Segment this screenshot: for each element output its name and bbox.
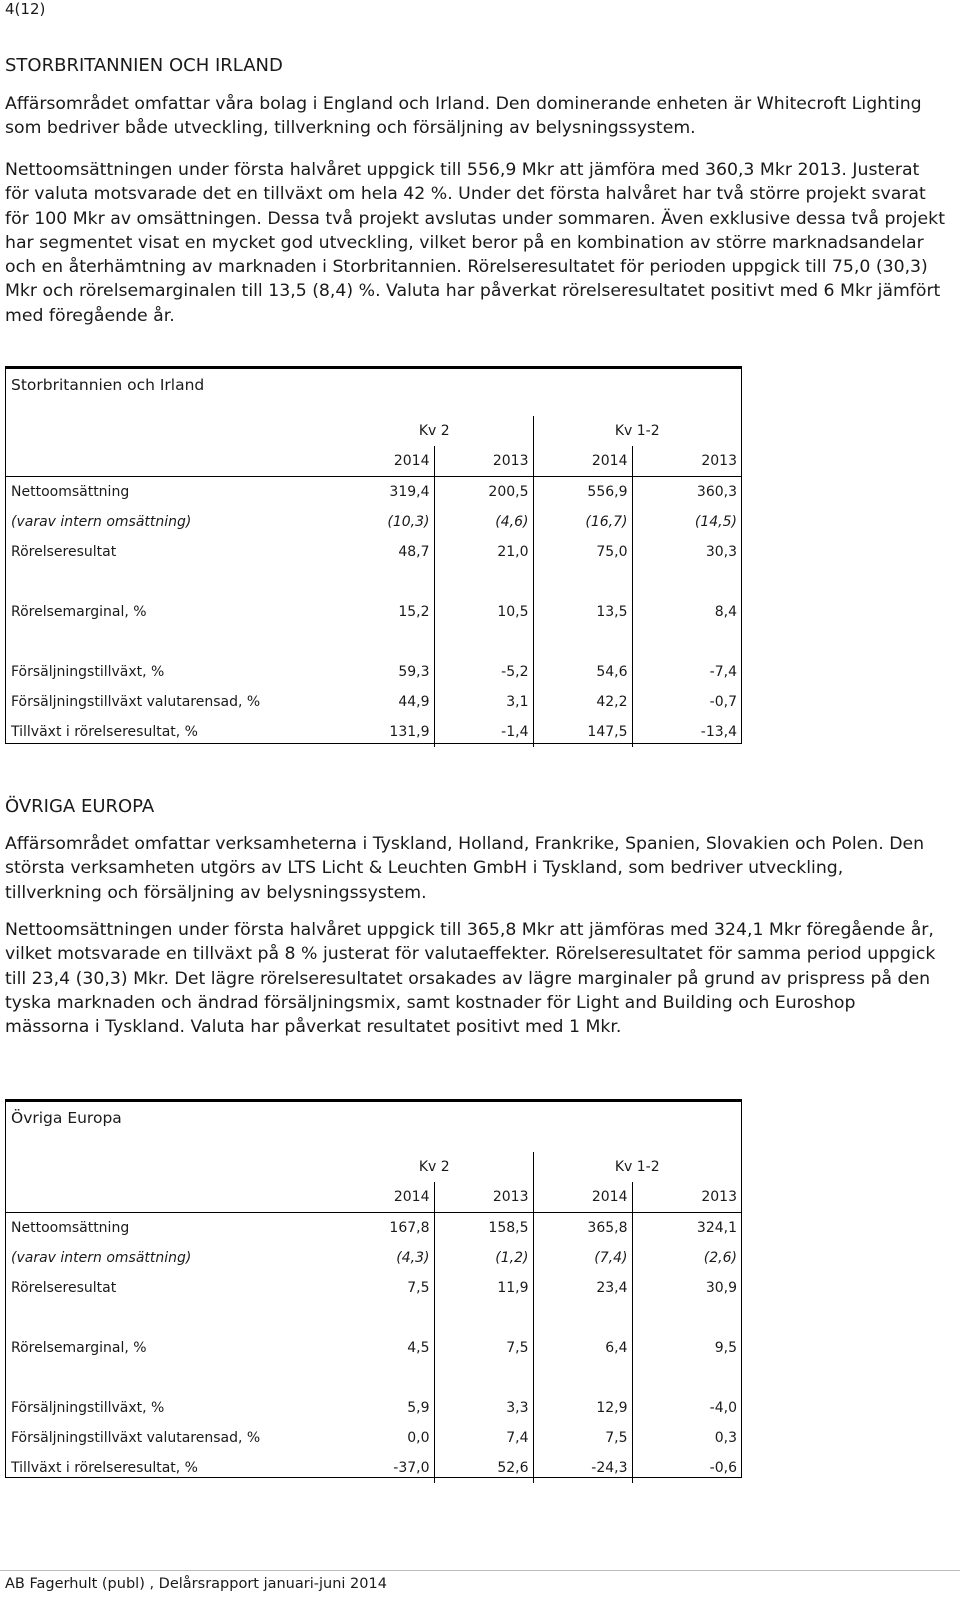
- table-spacer-row: [6, 567, 741, 597]
- table-row: [6, 1243, 741, 1273]
- cell: 54,6: [533, 657, 632, 687]
- group-kv2: Kv 2: [418, 423, 450, 439]
- page-footer: AB Fagerhult (publ) , Delårsrapport januari-juni 2014: [5, 1576, 387, 1592]
- cell: 13,5: [533, 597, 632, 627]
- table-row: [6, 717, 741, 747]
- cell: 0,3: [632, 1423, 741, 1453]
- cell: 11,9: [434, 1273, 533, 1303]
- row-label: (varav intern omsättning): [11, 1250, 192, 1266]
- cell: 3,1: [434, 687, 533, 717]
- cell: 44,9: [398, 694, 430, 710]
- table-row: [6, 657, 741, 687]
- cell: -13,4: [632, 717, 741, 747]
- cell: (4,3): [396, 1250, 430, 1266]
- cell: 59,3: [398, 664, 430, 680]
- row-label: Rörelseresultat: [11, 544, 117, 560]
- page-number: 4(12): [5, 0, 46, 18]
- row-label: Försäljningstillväxt, %: [11, 1400, 165, 1416]
- table-row: [6, 597, 741, 627]
- cell: 0,0: [407, 1430, 430, 1446]
- cell: -37,0: [393, 1460, 430, 1476]
- table-other-europe: [5, 1100, 742, 1478]
- cell: (2,6): [632, 1243, 741, 1273]
- cell: 360,3: [632, 477, 741, 508]
- table-year-header-row: [6, 446, 741, 477]
- year-header: 2014: [336, 446, 434, 477]
- table-row: [6, 687, 741, 717]
- cell: -4,0: [632, 1393, 741, 1423]
- cell: 5,9: [407, 1400, 430, 1416]
- cell: 21,0: [434, 537, 533, 567]
- cell: -5,2: [434, 657, 533, 687]
- row-label: Försäljningstillväxt valutarensad, %: [11, 694, 261, 710]
- table-spacer-row: [6, 1363, 741, 1393]
- table-row: [6, 1453, 741, 1483]
- table-row: [6, 1273, 741, 1303]
- table-grid: [6, 1152, 741, 1483]
- cell: 15,2: [398, 604, 430, 620]
- year-header: 2013: [632, 1182, 741, 1213]
- cell: 6,4: [533, 1333, 632, 1363]
- year-header: 2013: [434, 446, 533, 477]
- group-kv2: Kv 2: [418, 1159, 450, 1175]
- cell: 52,6: [434, 1453, 533, 1483]
- table-row: [6, 1333, 741, 1363]
- cell: (10,3): [387, 514, 430, 530]
- row-label: Försäljningstillväxt valutarensad, %: [11, 1430, 261, 1446]
- row-label: Försäljningstillväxt, %: [11, 664, 165, 680]
- group-kv1-2: Kv 1-2: [533, 1152, 741, 1182]
- row-label: Tillväxt i rörelseresultat, %: [11, 724, 198, 740]
- year-header: 2013: [434, 1182, 533, 1213]
- table-title: Övriga Europa: [11, 1109, 122, 1127]
- section2-paragraph-2: Nettoomsättningen under första halvåret uppgick till 365,8 Mkr att jämföras med 324,1 Mkr föregående år, vilket motsvarade en tillväxt på 8 % justerat för valutaeffekter. Rörelseresultatet för samma period uppgick till 23,4 (30,3) Mkr. Det lägre rörelseresultatet orsakades av lägre marginaler på grund av prispress på den tyska marknaden och ändrad försäljningsmix, samt kostnader för Light and Building och Euroshop mässorna i Tyskland. Valuta har påverkat resultatet positivt med 1 Mkr.: [5, 920, 936, 1038]
- cell: 131,9: [389, 724, 430, 740]
- section1-paragraph-2: Nettoomsättningen under första halvåret uppgick till 556,9 Mkr att jämföra med 360,3 Mkr 2013. Justerat för valuta motsvarade det en tillväxt om hela 42 %. Under det första halvåret har två större projekt svarat för 100 Mkr av omsättningen. Dessa två projekt avslutas under sommaren. Även exklusive dessa två projekt har segmentet visat en mycket god utveckling, vilket beror på en kombination av större marknadsandelar och en återhämtning av marknaden i Storbritannien. Rörelseresultatet för perioden uppgick till 75,0 (30,3) Mkr och rörelsemarginalen till 13,5 (8,4) %. Valuta har påverkat rörelseresultatet positivt med 6 Mkr jämfört med föregående år.: [5, 160, 945, 326]
- row-label: (varav intern omsättning): [11, 514, 192, 530]
- row-label: Tillväxt i rörelseresultat, %: [11, 1460, 198, 1476]
- row-label: Rörelsemarginal, %: [11, 1340, 147, 1356]
- table-row: [6, 537, 741, 567]
- year-header: 2014: [533, 446, 632, 477]
- table-row: [6, 507, 741, 537]
- cell: (1,2): [434, 1243, 533, 1273]
- year-header: 2013: [632, 446, 741, 477]
- cell: (4,6): [434, 507, 533, 537]
- row-label: Rörelseresultat: [11, 1280, 117, 1296]
- cell: 324,1: [632, 1213, 741, 1244]
- table-grid: [6, 416, 741, 747]
- cell: 42,2: [533, 687, 632, 717]
- cell: 4,5: [407, 1340, 430, 1356]
- cell: -7,4: [632, 657, 741, 687]
- table-group-header-row: [6, 1152, 741, 1182]
- cell: 12,9: [533, 1393, 632, 1423]
- cell: 8,4: [632, 597, 741, 627]
- cell: 7,5: [434, 1333, 533, 1363]
- cell: 10,5: [434, 597, 533, 627]
- row-label: Nettoomsättning: [11, 484, 130, 500]
- table-year-header-row: [6, 1182, 741, 1213]
- cell: (7,4): [533, 1243, 632, 1273]
- section-heading-other-europe: ÖVRIGA EUROPA: [5, 796, 155, 817]
- table-title: Storbritannien och Irland: [11, 376, 205, 394]
- year-header: 2014: [336, 1182, 434, 1213]
- cell: 3,3: [434, 1393, 533, 1423]
- cell: -24,3: [533, 1453, 632, 1483]
- cell: 167,8: [389, 1220, 430, 1236]
- cell: 556,9: [533, 477, 632, 508]
- cell: 30,3: [632, 537, 741, 567]
- cell: -0,7: [632, 687, 741, 717]
- table-spacer-row: [6, 1303, 741, 1333]
- table-spacer-row: [6, 627, 741, 657]
- cell: 30,9: [632, 1273, 741, 1303]
- cell: 23,4: [533, 1273, 632, 1303]
- table-row: [6, 1213, 741, 1244]
- row-label: Nettoomsättning: [11, 1220, 130, 1236]
- group-kv1-2: Kv 1-2: [533, 416, 741, 446]
- cell: (16,7): [533, 507, 632, 537]
- row-label: Rörelsemarginal, %: [11, 604, 147, 620]
- cell: 9,5: [632, 1333, 741, 1363]
- cell: 158,5: [434, 1213, 533, 1244]
- cell: 48,7: [398, 544, 430, 560]
- cell: -0,6: [632, 1453, 741, 1483]
- cell: 7,5: [533, 1423, 632, 1453]
- cell: 147,5: [533, 717, 632, 747]
- cell: 319,4: [389, 484, 430, 500]
- cell: 7,4: [434, 1423, 533, 1453]
- table-uk-ireland: [5, 367, 742, 744]
- table-group-header-row: [6, 416, 741, 446]
- table-row: [6, 477, 741, 508]
- cell: 7,5: [407, 1280, 430, 1296]
- footer-divider: [0, 1570, 960, 1571]
- section1-paragraph-1: Affärsområdet omfattar våra bolag i England och Irland. Den dominerande enheten är Whitecroft Lighting som bedriver både utveckling, tillverkning och försäljning av belysningssystem.: [5, 94, 922, 139]
- cell: 75,0: [533, 537, 632, 567]
- table-row: [6, 1393, 741, 1423]
- year-header: 2014: [533, 1182, 632, 1213]
- section2-paragraph-1: Affärsområdet omfattar verksamheterna i Tyskland, Holland, Frankrike, Spanien, Slovakien och Polen. Den största verksamheten utgörs av LTS Licht & Leuchten GmbH i Tyskland, som bedriver utveckling, tillverkning och försäljning av belysningssystem.: [5, 834, 925, 903]
- cell: 365,8: [533, 1213, 632, 1244]
- section-heading-uk-ireland: STORBRITANNIEN OCH IRLAND: [5, 55, 283, 76]
- cell: (14,5): [632, 507, 741, 537]
- cell: -1,4: [434, 717, 533, 747]
- cell: 200,5: [434, 477, 533, 508]
- table-row: [6, 1423, 741, 1453]
